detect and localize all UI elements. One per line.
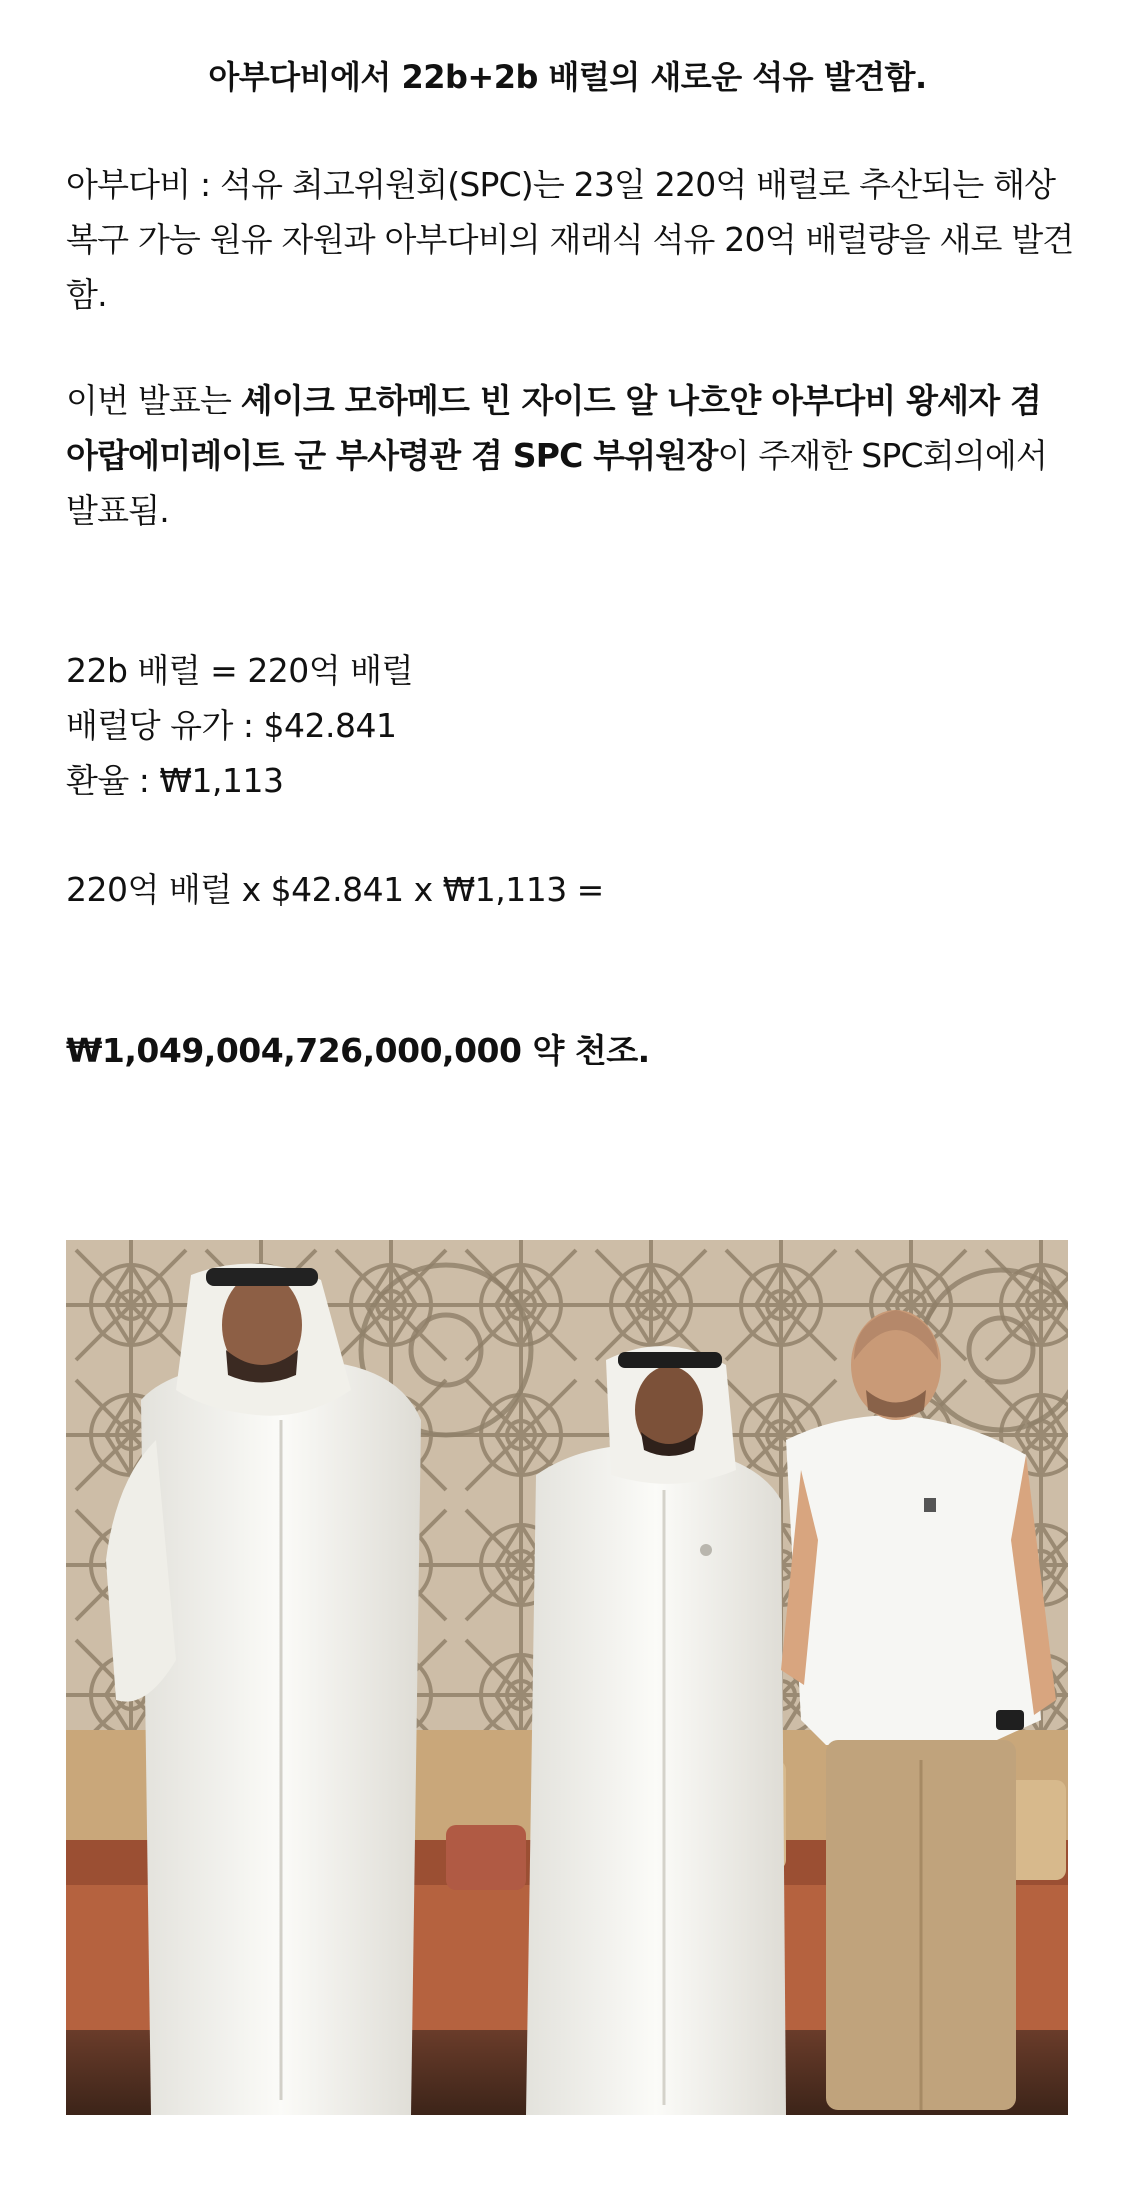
announcement-prefix: 이번 발표는: [66, 381, 241, 420]
announcement-bold-name: 셰이크 모하메드 빈 자이드 알 나흐얀 아부다비 왕세자 겸 아랍에미레이트 군 부사령관 겸 SPC 부위원장: [66, 381, 1042, 475]
article-title: 아부다비에서 22b+2b 배럴의 새로운 석유 발견함.: [208, 58, 927, 96]
barrels-line: 22b 배럴 = 220억 배럴: [66, 651, 413, 690]
formula-line: 220억 배럴 x $42.841 x ₩1,113 =: [66, 870, 604, 909]
exchange-line: 환율 : ₩1,113: [66, 761, 284, 800]
paragraph-announcement: [66, 373, 1076, 538]
photo-three-men: [66, 1240, 1068, 2115]
man-left: [106, 1264, 421, 2115]
result-line: ₩1,049,004,726,000,000 약 천조.: [66, 1031, 650, 1070]
price-line: 배럴당 유가 : $42.841: [66, 706, 397, 745]
paragraph-discovery: 아부다비 : 석유 최고위원회(SPC)는 23일 220억 배럴로 추산되는 해상 복구 가능 원유 자원과 아부다비의 재래식 석유 20억 배럴량을 새로 발견함.: [66, 165, 1074, 314]
announcement-suffix: 이 주재한 SPC회의에서 발표됨.: [66, 436, 1048, 530]
